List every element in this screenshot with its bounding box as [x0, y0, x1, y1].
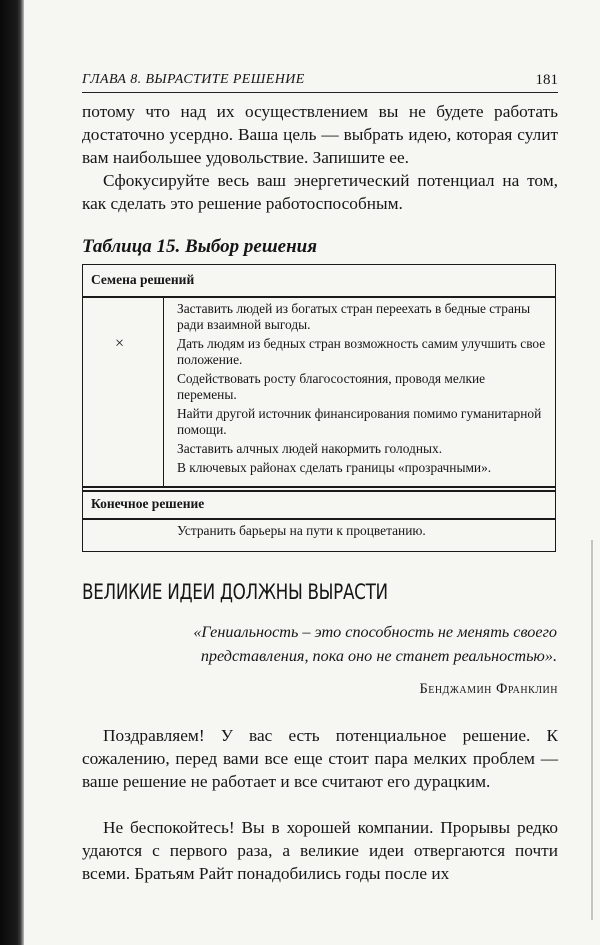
- idea-item: Дать людям из бедных стран возможность самим улучшить свое положение.: [177, 335, 546, 367]
- paragraph-body-2: Не беспокойтесь! Вы в хорошей компании. Прорывы редко удаются с первого раза, а великие идеи отвергаются почти всеми. Братьям Райт понадобились годы после их: [82, 818, 558, 883]
- idea-item: В ключевых районах сделать границы «прозрачными».: [177, 460, 492, 476]
- running-header: [82, 72, 558, 94]
- solution-table: [82, 264, 556, 552]
- table-rule: [83, 490, 555, 492]
- section-heading: ВЕЛИКИЕ ИДЕИ ДОЛЖНЫ ВЫРАСТИ: [82, 580, 388, 604]
- table-rule: [83, 486, 555, 488]
- chapter-title: ГЛАВА 8. ВЫРАСТИТЕ РЕШЕНИЕ: [82, 72, 305, 87]
- epigraph-quote: «Гениальность – это способность не менять своего представления, пока оно не станет реальностью».: [193, 623, 557, 665]
- table-rule: [83, 296, 555, 298]
- idea-item: Заставить людей из богатых стран переехать в бедные страны ради взаимной выгоды.: [177, 301, 531, 332]
- selected-mark: ×: [115, 335, 125, 352]
- table-rule: [83, 518, 555, 520]
- paragraph-intro-2: Сфокусируйте весь ваш энергетический потенциал на том, как сделать это решение работоспособным.: [82, 171, 558, 213]
- page-number: 181: [535, 72, 558, 88]
- idea-item: Заставить алчных людей накормить голодных.: [177, 440, 443, 456]
- header-rule: [82, 92, 558, 93]
- paragraph-intro-1: потому что над их осуществлением вы не будете работать достаточно усердно. Ваша цель — выбрать идею, которая сулит вам наибольшее удовольствие. Запишите ее.: [82, 102, 558, 167]
- page-edge-line: [591, 540, 593, 920]
- idea-item: Найти другой источник финансирования помимо гуманитарной помощи.: [177, 405, 542, 437]
- ideas-list: [177, 301, 547, 480]
- book-spine-shadow: [0, 0, 24, 945]
- seeds-header: Семена решений: [91, 272, 195, 287]
- table-column-divider: [163, 298, 164, 488]
- paragraph-body-1: Поздравляем! У вас есть потенциальное решение. К сожалению, перед вами все еще стоит пара мелких проблем — ваше решение не работает и все считают его дурацким.: [82, 726, 558, 791]
- table-title: Таблица 15. Выбор решения: [82, 236, 317, 257]
- quote-author: Бенджамин Франклин: [419, 681, 558, 697]
- final-header: Конечное решение: [91, 496, 205, 511]
- final-solution: Устранить барьеры на пути к процветанию.: [177, 523, 426, 538]
- idea-item: Содействовать росту благосостояния, проводя мелкие перемены.: [177, 370, 486, 402]
